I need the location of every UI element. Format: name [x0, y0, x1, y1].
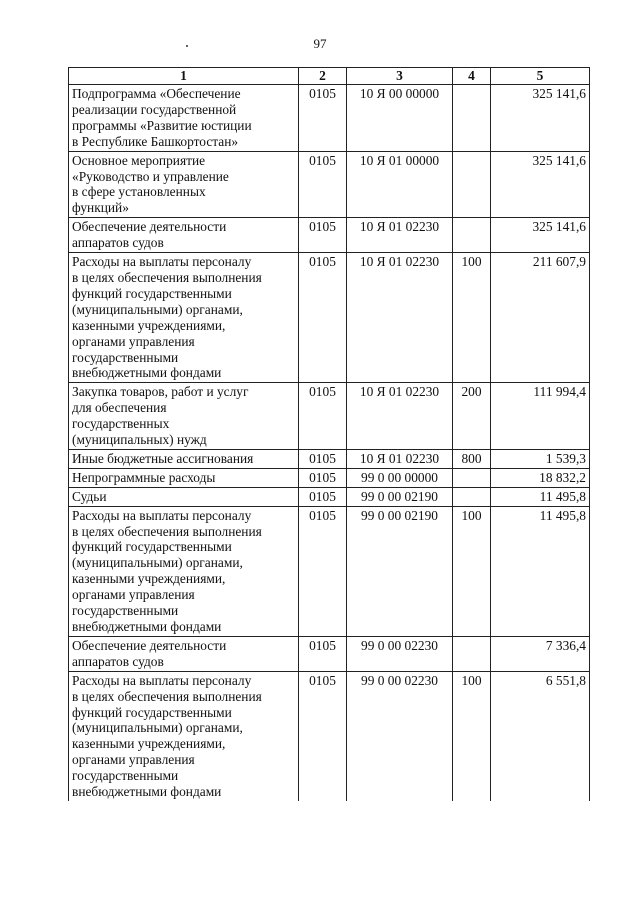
row-amount: 211 607,9	[491, 253, 590, 383]
row-target-code: 10 Я 01 00000	[347, 151, 453, 218]
row-name: Судьи	[69, 487, 299, 506]
row-amount: 325 141,6	[491, 151, 590, 218]
row-amount: 11 495,8	[491, 487, 590, 506]
table-row	[69, 151, 590, 218]
header-col-5: 5	[491, 68, 590, 85]
table-row	[69, 487, 590, 506]
table-row	[69, 468, 590, 487]
row-target-code: 99 0 00 02190	[347, 506, 453, 636]
row-expense-type	[453, 85, 491, 152]
row-expense-type: 800	[453, 449, 491, 468]
row-section: 0105	[299, 468, 347, 487]
page-number: 97	[313, 36, 327, 51]
row-amount: 1 539,3	[491, 449, 590, 468]
row-target-code: 99 0 00 02230	[347, 671, 453, 801]
row-expense-type: 100	[453, 506, 491, 636]
table-body	[69, 85, 590, 801]
row-name: Обеспечение деятельности аппаратов судов	[69, 636, 299, 671]
table-row	[69, 218, 590, 253]
row-expense-type	[453, 468, 491, 487]
row-target-code: 10 Я 00 00000	[347, 85, 453, 152]
row-expense-type: 100	[453, 253, 491, 383]
row-section: 0105	[299, 253, 347, 383]
header-col-3: 3	[347, 68, 453, 85]
row-name: Основное мероприятие «Руководство и управление в сфере установленных функций»	[69, 151, 299, 218]
row-amount: 325 141,6	[491, 85, 590, 152]
row-expense-type	[453, 487, 491, 506]
row-amount: 325 141,6	[491, 218, 590, 253]
row-section: 0105	[299, 85, 347, 152]
row-section: 0105	[299, 218, 347, 253]
header-col-2: 2	[299, 68, 347, 85]
budget-table	[68, 67, 590, 801]
row-expense-type	[453, 636, 491, 671]
row-section: 0105	[299, 151, 347, 218]
row-target-code: 10 Я 01 02230	[347, 449, 453, 468]
table-row	[69, 383, 590, 450]
row-target-code: 10 Я 01 02230	[347, 253, 453, 383]
row-amount: 7 336,4	[491, 636, 590, 671]
row-section: 0105	[299, 383, 347, 450]
row-name: Расходы на выплаты персоналу в целях обеспечения выполнения функций государственными (муниципальными) органами, казенными учреждениями, органами управления государственными внебюджетными фондами	[69, 671, 299, 801]
row-target-code: 10 Я 01 02230	[347, 383, 453, 450]
row-name: Обеспечение деятельности аппаратов судов	[69, 218, 299, 253]
table-header	[69, 68, 590, 85]
row-expense-type	[453, 218, 491, 253]
row-name: Иные бюджетные ассигнования	[69, 449, 299, 468]
row-amount: 6 551,8	[491, 671, 590, 801]
row-amount: 111 994,4	[491, 383, 590, 450]
row-section: 0105	[299, 671, 347, 801]
row-expense-type: 200	[453, 383, 491, 450]
table-row	[69, 449, 590, 468]
row-section: 0105	[299, 636, 347, 671]
row-target-code: 99 0 00 00000	[347, 468, 453, 487]
row-name: Расходы на выплаты персоналу в целях обеспечения выполнения функций государственными (муниципальными) органами, казенными учреждениями, органами управления государственными внебюджетными фондами	[69, 253, 299, 383]
row-name: Закупка товаров, работ и услуг для обеспечения государственных (муниципальных) нужд	[69, 383, 299, 450]
table-row	[69, 636, 590, 671]
row-target-code: 99 0 00 02230	[347, 636, 453, 671]
table-row	[69, 85, 590, 152]
row-section: 0105	[299, 449, 347, 468]
row-expense-type	[453, 151, 491, 218]
row-name: Подпрограмма «Обеспечение реализации государственной программы «Развитие юстиции в Республике Башкортостан»	[69, 85, 299, 152]
row-expense-type: 100	[453, 671, 491, 801]
row-name: Расходы на выплаты персоналу в целях обеспечения выполнения функций государственными (муниципальными) органами, казенными учреждениями, органами управления государственными внебюджетными фондами	[69, 506, 299, 636]
row-section: 0105	[299, 506, 347, 636]
row-target-code: 99 0 00 02190	[347, 487, 453, 506]
row-amount: 11 495,8	[491, 506, 590, 636]
table-row	[69, 671, 590, 801]
scan-speck	[186, 45, 188, 47]
header-row	[69, 68, 590, 85]
table-row	[69, 253, 590, 383]
header-col-4: 4	[453, 68, 491, 85]
table-row	[69, 506, 590, 636]
header-col-1: 1	[69, 68, 299, 85]
row-name: Непрограммные расходы	[69, 468, 299, 487]
row-section: 0105	[299, 487, 347, 506]
row-target-code: 10 Я 01 02230	[347, 218, 453, 253]
row-amount: 18 832,2	[491, 468, 590, 487]
